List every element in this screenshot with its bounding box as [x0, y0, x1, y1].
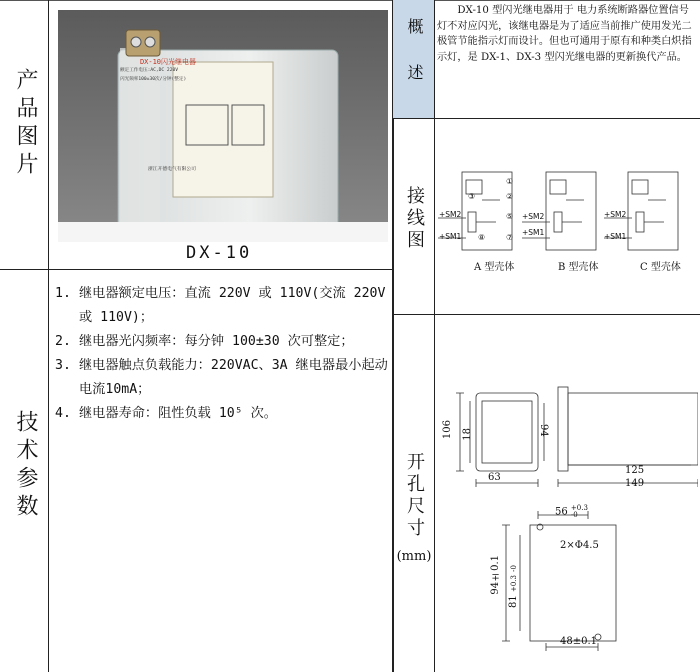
- product-spec-sheet: 产品图片 技术参数 概述 接线图 开孔尺寸 (mm) DX-10闪光继电器 额定工作电压:AC,DC 220V 闪光频率100±30次/分钟(整定) 浙江开德电气有限公司 DX-10 1. 继电器额定电压：直流 220V 或 110V(交流 220V 或 110V)； 2. 继电器光闪频率：每分钟 100±30 次可整定； 3. 继电器触点负载能力：220VAC、3A 继电器最小起动电流10mA； 4. 继电器寿命：阻性负载 10⁵ 次。 DX-10 型闪光继电器用于 电力系统断路器位置信号灯不对应闪光，该继电器是为了适应当前推广使用发光二极管节能指示灯而设计。但也可通用于原有和种类白炽指示灯，是 DX-1、DX-3 型闪光继电器的更新换代产品。 ① ② ③ ⑤ ⑦ ⑧ +SM2 +SM1 +SM2 +SM1 +SM2 +SM1 A 型壳体 B 型壳体 C 型壳体 106 18 63 94 125 149 56 +0.3 -0 2×Φ4.5 94±0.1 81 +0.3 -0 48±0.1: [0, 0, 700, 672]
- dim-panel-height: 94±0.1: [490, 555, 501, 595]
- section-label-specs: [8, 410, 42, 522]
- dim-hole: 2×Φ4.5: [560, 540, 599, 551]
- dim-inner-height: 18: [462, 428, 473, 441]
- label-text: 接线图: [404, 186, 425, 252]
- grid-line: [48, 0, 49, 672]
- spec-item: 4. 继电器寿命：阻性负载 10⁵ 次。: [55, 406, 277, 421]
- grid-line: [0, 269, 393, 270]
- dim-panel-bottom: 48±0.1: [560, 636, 598, 647]
- dim-front-width: 63: [488, 472, 501, 483]
- label-text: 概述: [405, 18, 424, 110]
- label-text: 开孔尺寸: [404, 452, 425, 540]
- label-text: 产品图片: [13, 68, 38, 180]
- dimension-drawings: [436, 375, 698, 670]
- product-model: DX-10: [186, 243, 253, 263]
- dim-front-right: 94: [538, 424, 549, 437]
- grid-line: [393, 118, 700, 119]
- wiring-caption-a: A 型壳体: [474, 262, 515, 273]
- spec-item: 3. 继电器触点负载能力：220VAC、3A 继电器最小起动电流10mA；: [55, 358, 388, 397]
- dim-panel-inner: 81 +0.3 -0: [508, 565, 519, 608]
- dim-front-height: 106: [442, 420, 453, 440]
- label-text: 技术参数: [13, 410, 38, 522]
- grid-line: [393, 314, 700, 315]
- dim-side-total: 149: [625, 478, 645, 489]
- grid-line: [434, 0, 435, 672]
- product-photo: [58, 10, 388, 242]
- label-unit: (mm): [396, 549, 432, 564]
- relay-manufacturer: 浙江开德电气有限公司: [148, 167, 196, 172]
- section-label-overview: [395, 18, 433, 110]
- spec-item: 1. 继电器额定电压：直流 220V 或 110V(交流 220V 或 110V)；: [55, 286, 386, 325]
- section-label-product-image: [8, 68, 42, 180]
- wiring-c-inputs: +SM2 +SM1: [604, 210, 627, 241]
- relay-label-title: DX-10闪光继电器: [139, 58, 197, 66]
- specs-list: [55, 282, 390, 426]
- wiring-a-inputs: +SM2 +SM1: [439, 210, 462, 241]
- overview-text: DX-10 型闪光继电器用于 电力系统断路器位置信号灯不对应闪光，该继电器是为了适应当前推广使用发光二极管节能指示灯而设计。但也可通用于原有和种类白炽指示灯，是 DX-1、DX-3 型闪光继电器的更新换代产品。: [437, 5, 692, 63]
- relay-label-line1: 额定工作电压:AC,DC 220V: [120, 68, 178, 73]
- dim-side-depth: 125: [625, 465, 645, 476]
- wiring-diagrams: [436, 168, 698, 256]
- wiring-caption-c: C 型壳体: [640, 262, 681, 273]
- section-label-cutout: [395, 452, 433, 572]
- wiring-caption-b: B 型壳体: [558, 262, 599, 273]
- relay-label-line2: 闪光频率100±30次/分钟(整定): [120, 77, 187, 82]
- section-label-wiring: [395, 186, 433, 252]
- wiring-b-inputs: +SM2 +SM1: [522, 212, 545, 237]
- top-border: [0, 0, 700, 1]
- spec-item: 2. 继电器光闪频率：每分钟 100±30 次可整定；: [55, 334, 354, 349]
- dim-panel-width: 56 +0.3 -0: [555, 504, 588, 519]
